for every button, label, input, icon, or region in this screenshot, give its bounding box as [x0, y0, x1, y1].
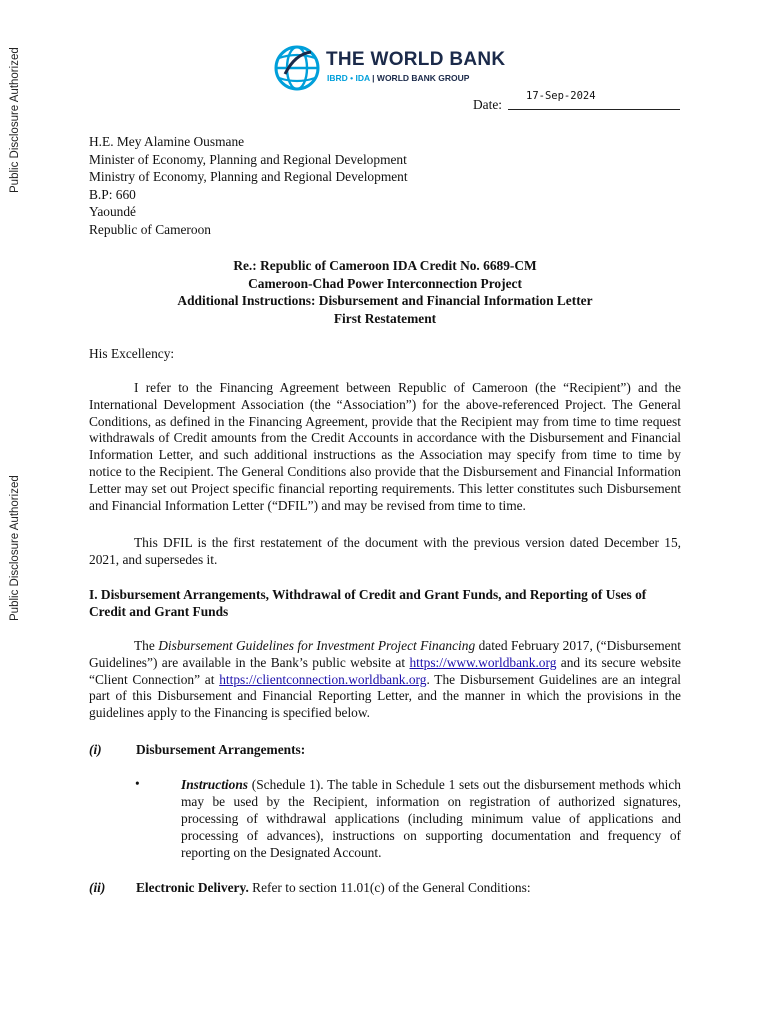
address-line: Ministry of Economy, Planning and Regional Development: [89, 169, 408, 184]
subsection-number: (ii): [89, 880, 106, 895]
guidelines-paragraph: [89, 638, 681, 722]
address-line: Yaoundé: [89, 204, 136, 219]
text-run: dated February 2017, (“Disbursement Guidelines”) are available in the Bank’s public website at: [89, 638, 681, 670]
text-run: The: [134, 638, 159, 653]
bullet-body: (Schedule 1). The table in Schedule 1 sets out the disbursement methods which may be used by the Recipient, information on registration of authorized signatures, processing of withdrawal applications (including minimum value of applications and processing of advances), instructions on supporting documentation and frequency of reporting on the Designated Account.: [181, 777, 681, 860]
bullet-lead: Instructions: [181, 777, 248, 792]
subsection-title: Disbursement Arrangements:: [136, 742, 306, 757]
subject-line: Re.: Republic of Cameroon IDA Credit No. 6689-CM: [233, 258, 537, 273]
subsection-number: (i): [89, 742, 102, 757]
worldbank-link[interactable]: https://www.worldbank.org: [409, 654, 557, 670]
date-row: [473, 90, 693, 115]
guidelines-title: Disbursement Guidelines for Investment Project Financing: [158, 638, 476, 653]
address-line: Minister of Economy, Planning and Regional Development: [89, 151, 407, 167]
text-run: and its secure website “Client Connection” at: [89, 654, 681, 687]
salutation: His Excellency:: [89, 346, 175, 361]
section-heading: I. Disbursement Arrangements, Withdrawal of Credit and Grant Funds, and Reporting of Uses of Credit and Grant Funds: [89, 587, 647, 620]
logo-subtitle-separator: |: [369, 73, 377, 83]
disclosure-label-top: Public Disclosure Authorized: [9, 47, 21, 193]
subsection-title-bold: Electronic Delivery.: [136, 880, 249, 895]
logo-title: THE WORLD BANK: [326, 49, 506, 70]
globe-icon: [273, 44, 321, 92]
restatement-paragraph: This DFIL is the first restatement of the document with the previous version dated December 15, 2021, and supersedes it.: [89, 535, 681, 567]
subsection-text: Refer to section 11.01(c) of the General Conditions:: [248, 880, 531, 895]
intro-paragraph: I refer to the Financing Agreement between Republic of Cameroon (the “Recipient”) and the International Development Association (the “Association”) for the above-referenced Project. The General Conditions, as defined in the Financing Agreement, provide that the Recipient may from time to time request withdrawals of Credit amounts from the Credit Accounts in accordance with the Disbursement and Financial Information Letter, and such additional instructions as the Association may specify from time to time by notice to the Recipient. The General Conditions also provide that the Disbursement and Financial Information Letter may set out Project specific financial reporting requirements. This letter constitutes such Disbursement and Financial Information Letter (“DFIL”) and may be revised from time to time.: [89, 380, 681, 513]
subject-line: First Restatement: [333, 310, 437, 326]
date-value: 17-Sep-2024: [526, 90, 596, 102]
address-line: H.E. Mey Alamine Ousmane: [89, 134, 245, 149]
text-run: . The Disbursement Guidelines are an integral part of this Disbursement and Financial Reporting Letter, and the manner in which the provisions in the guidelines apply to the Financing is specified below.: [89, 671, 681, 721]
bullet-icon: •: [135, 776, 140, 791]
instructions-bullet: [181, 776, 681, 861]
subject-line: Additional Instructions: Disbursement and Financial Information Letter: [177, 293, 593, 308]
logo-subtitle-ibrd: IBRD • IDA: [327, 73, 370, 83]
subject-line: Cameroon-Chad Power Interconnection Project: [248, 275, 522, 291]
address-line: Republic of Cameroon: [89, 221, 211, 237]
date-label: Date:: [473, 97, 502, 112]
world-bank-logo: [273, 44, 513, 94]
recipient-address: [89, 133, 408, 238]
subsection-title: [136, 880, 531, 896]
client-connection-link[interactable]: https://clientconnection.worldbank.org: [219, 671, 427, 687]
subject-block: [89, 257, 681, 327]
date-underline: [508, 109, 680, 110]
logo-subtitle: [327, 73, 469, 83]
address-line: B.P: 660: [89, 186, 136, 202]
logo-subtitle-group: WORLD BANK GROUP: [376, 73, 470, 83]
disclosure-label-middle: Public Disclosure Authorized: [9, 475, 21, 621]
